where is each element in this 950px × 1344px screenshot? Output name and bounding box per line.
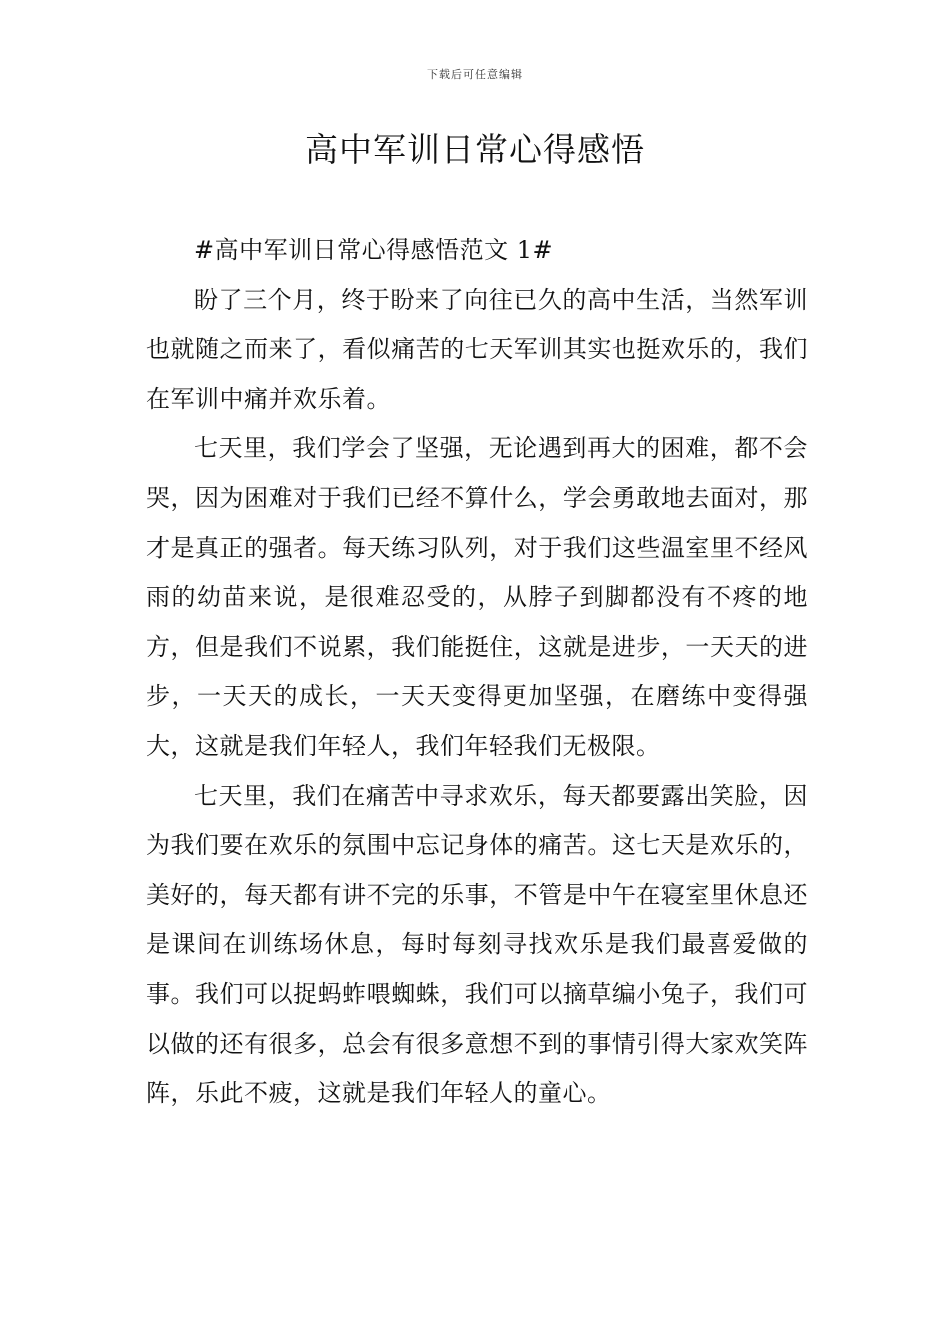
paragraph-2: 七天里，我们学会了坚强，无论遇到再大的困难，都不会哭，因为困难对于我们已经不算什么，学会勇敢地去面对，那才是真正的强者。每天练习队列，对于我们这些温室里不经风雨的幼苗来说，是很难忍受的，从脖子到脚都没有不疼的地方，但是我们不说累，我们能挺住，这就是进步，一天天的进步，一天天的成长，一天天变得更加坚强，在磨练中变得强大，这就是我们年轻人，我们年轻我们无极限。 (146, 434, 808, 760)
paragraph-3: 七天里，我们在痛苦中寻求欢乐，每天都要露出笑脸，因为我们要在欢乐的氛围中忘记身体的痛苦。这七天是欢乐的，美好的，每天都有讲不完的乐事，不管是中午在寝室里休息还是课间在训练场休息，每时每刻寻找欢乐是我们最喜爱做的事。我们可以捉蚂蚱喂蜘蛛，我们可以摘草编小兔子，我们可以做的还有很多，总会有很多意想不到的事情引得大家欢笑阵阵，乐此不疲，这就是我们年轻人的童心。 (146, 781, 808, 1108)
document-title: 高中军训日常心得感悟 (305, 130, 645, 169)
header-note: 下载后可任意编辑 (427, 68, 523, 81)
document-body (146, 226, 808, 1119)
paragraph-1: 盼了三个月，终于盼来了向往已久的高中生活，当然军训也就随之而来了，看似痛苦的七天军训其实也挺欢乐的，我们在军训中痛并欢乐着。 (146, 285, 808, 413)
section-heading: #高中军训日常心得感悟范文 1# (194, 236, 554, 264)
